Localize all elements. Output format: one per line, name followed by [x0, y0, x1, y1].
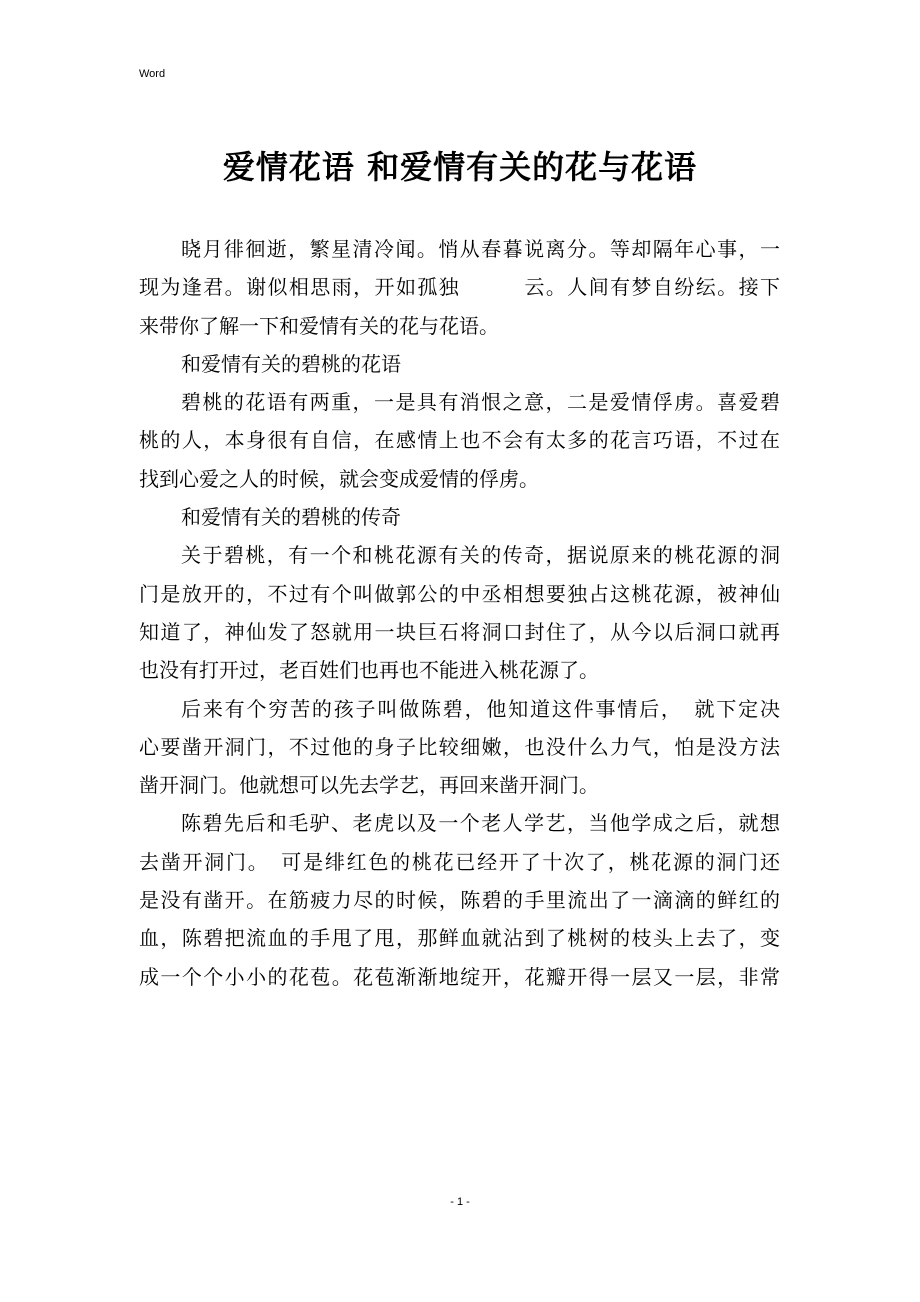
text-line: 是没有凿开。在筋疲力尽的时候，陈碧的手里流出了一滴滴的鲜红的	[139, 888, 780, 913]
text-line: 陈碧先后和毛驴、老虎以及一个老人学艺，当他学成之后，就想	[181, 811, 780, 836]
text-line: 去凿开洞门。 可是绯红色的桃花已经开了十次了，桃花源的洞门还	[139, 849, 780, 874]
text-line: 心要凿开洞门，不过他的身子比较细嫩，也没什么力气，怕是没方法	[139, 734, 780, 759]
text-line: 晓月徘徊逝，繁星清冷闻。悄从春暮说离分。等却隔年心事，一	[181, 237, 780, 261]
text-line: 和爱情有关的碧桃的传奇	[181, 505, 401, 530]
text-line: 凿开洞门。他就想可以先去学艺，再回来凿开洞门。	[139, 773, 599, 798]
text-line: 成一个个小小的花苞。花苞渐渐地绽开，花瓣开得一层又一层，非常	[139, 964, 780, 989]
text-line: 和爱情有关的碧桃的花语	[181, 351, 401, 376]
document-title: 爱情花语 和爱情有关的花与花语	[222, 148, 698, 186]
document-body	[139, 230, 780, 996]
text-line: 来带你了解一下和爱情有关的花与花语。	[139, 313, 499, 338]
text-line: 找到心爱之人的时候，就会变成爱情的俘虏。	[139, 466, 539, 491]
text-line: 知道了，神仙发了怒就用一块巨石将洞口封住了，从今以后洞口就再	[139, 619, 780, 644]
text-line: 血，陈碧把流血的手甩了甩，那鲜血就沾到了桃树的枝头上去了，变	[139, 926, 780, 951]
text-line: 碧桃的花语有两重，一是具有消恨之意，二是爱情俘虏。喜爱碧	[181, 390, 780, 415]
text-line: 现为逢君。谢似相思雨，开如孤独 云。人间有梦自纷纭。接下	[139, 275, 780, 300]
text-line: 桃的人，本身很有自信，在感情上也不会有太多的花言巧语，不过在	[139, 428, 780, 453]
text-line: 也没有打开过，老百姓们也再也不能进入桃花源了。	[139, 658, 599, 683]
text-line: 后来有个穷苦的孩子叫做陈碧，他知道这件事情后， 就下定决	[181, 696, 780, 721]
text-line: 关于碧桃，有一个和桃花源有关的传奇，据说原来的桃花源的洞	[181, 543, 780, 568]
header-label: Word	[139, 68, 166, 80]
text-line: 门是放开的，不过有个叫做郭公的中丞相想要独占这桃花源，被神仙	[139, 581, 780, 606]
page-number: - 1 -	[450, 1196, 470, 1208]
